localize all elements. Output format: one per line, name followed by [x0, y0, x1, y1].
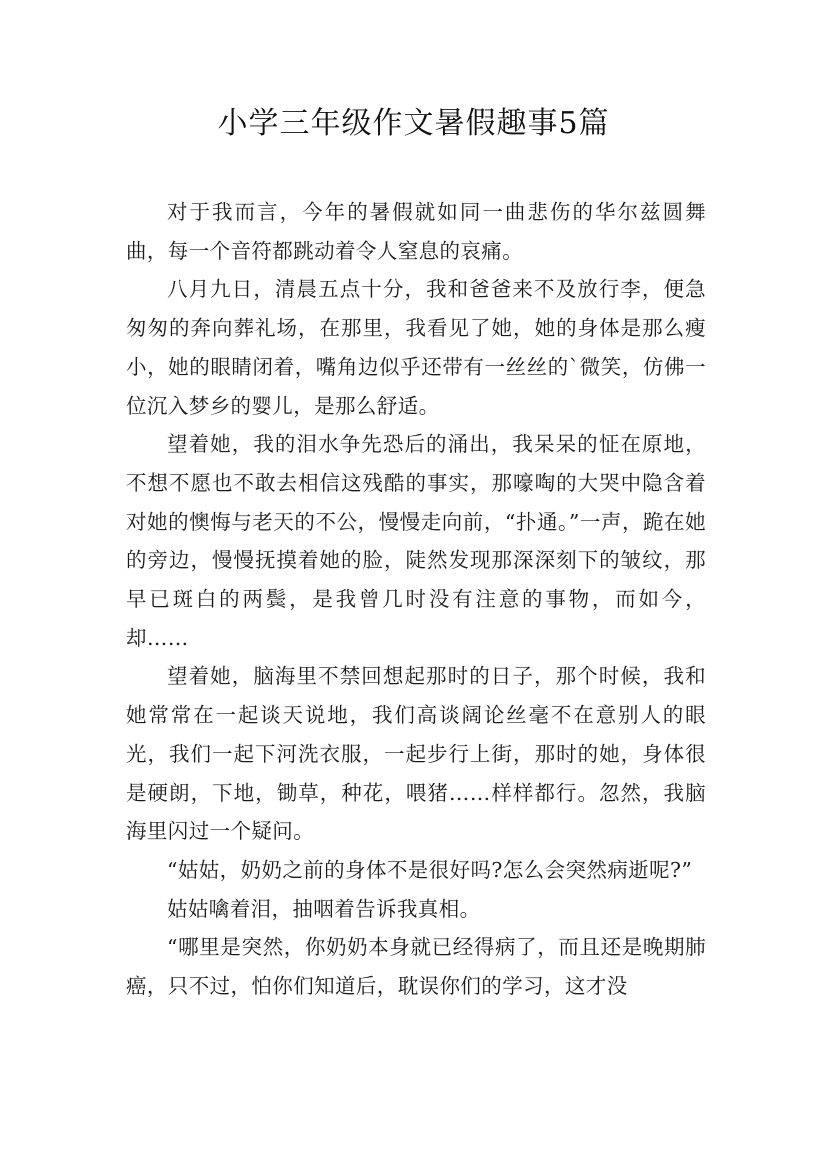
paragraph: 对于我而言，今年的暑假就如同一曲悲伤的华尔兹圆舞曲，每一个音符都跳动着令人窒息的哀痛。 [126, 200, 706, 263]
paragraph: “哪里是突然，你奶奶本身就已经得病了，而且还是晚期肺癌，只不过，怕你们知道后，耽误你们的学习，这才没 [126, 935, 706, 999]
document-title: 小学三年级作文暑假趣事5篇 [217, 106, 610, 141]
paragraph: 姑姑噙着泪，抽咽着告诉我真相。 [167, 896, 481, 921]
document-body [126, 193, 706, 1006]
paragraph: 望着她，我的泪水争先恐后的涌出，我呆呆的怔在原地，不想不愿也不敢去相信这残酷的事实，那嚎啕的大哭中隐含着对她的懊悔与老天的不公，慢慢走向前，“扑通。”一声，跪在她的旁边，慢慢抚摸着她的脸，陡然发现那深深刻下的皱纹，那早已斑白的两鬓，是我曾几时没有注意的事物，而如今，却…… [126, 432, 706, 650]
paragraph: 望着她，脑海里不禁回想起那时的日子，那个时候，我和她常常在一起谈天说地，我们高谈阔论丝毫不在意别人的眼光，我们一起下河洗衣服，一起步行上街，那时的她，身体很是硬朗，下地，锄草，种花，喂猪……样样都行。忽然，我脑海里闪过一个疑问。 [126, 664, 706, 844]
paragraph: “姑姑，奶奶之前的身体不是很好吗?怎么会突然病逝呢?” [167, 857, 693, 882]
paragraph: 八月九日，清晨五点十分，我和爸爸来不及放行李，便急匆匆的奔向葬礼场，在那里，我看见了她，她的身体是那么瘦小，她的眼睛闭着，嘴角边似乎还带有一丝丝的`微笑，仿佛一位沉入梦乡的婴儿，是那么舒适。 [126, 277, 706, 418]
